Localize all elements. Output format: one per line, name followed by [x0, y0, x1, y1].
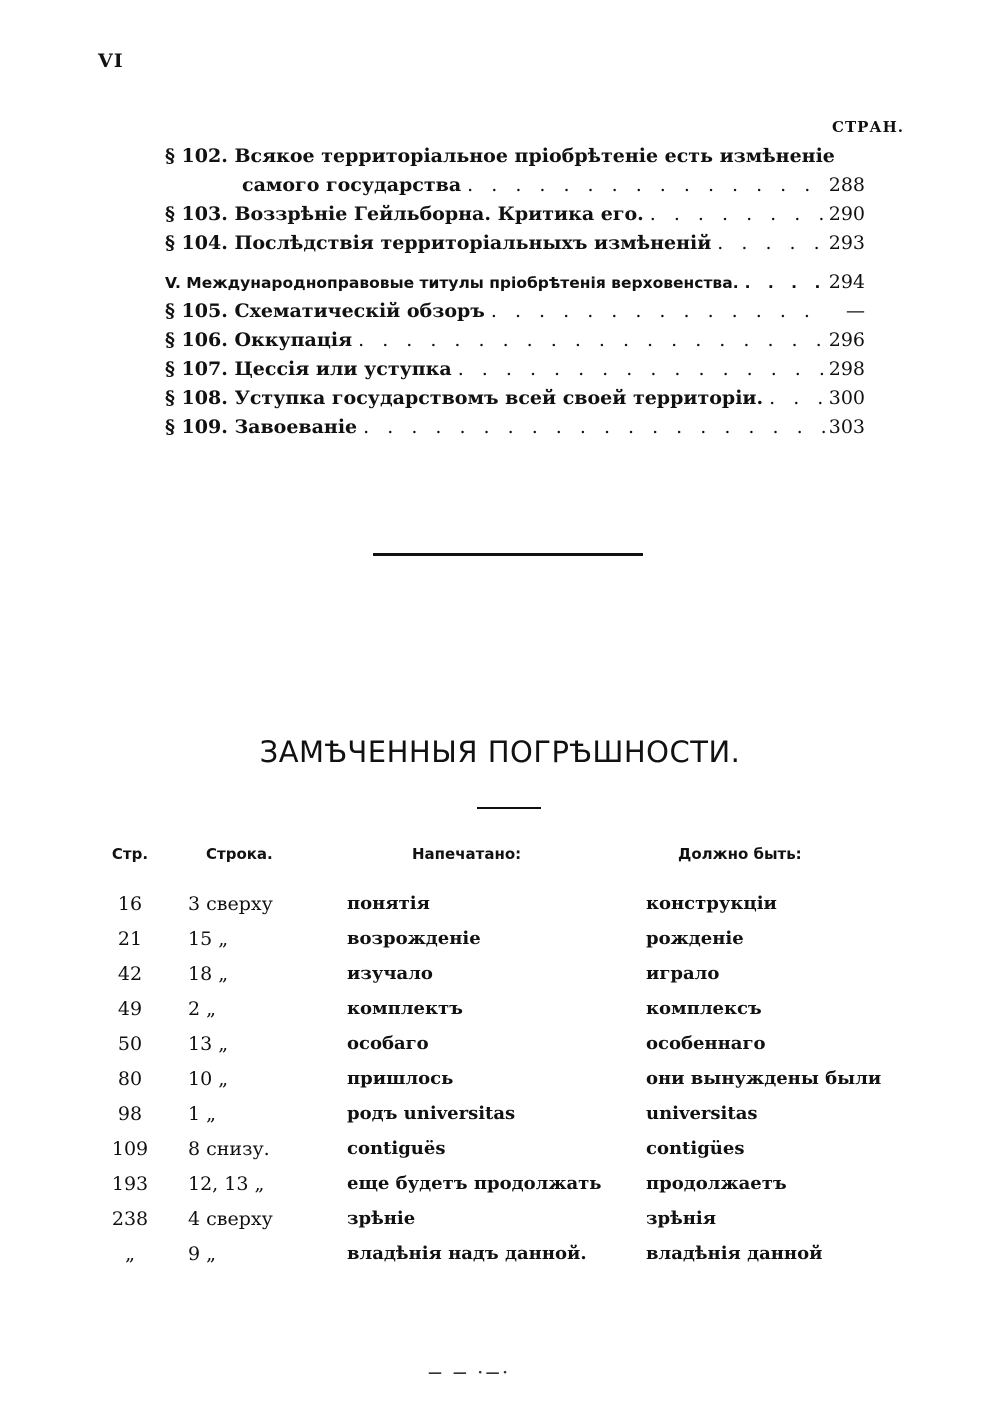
toc-entry-102-cont: [165, 174, 865, 203]
table-row: [0, 1208, 1000, 1243]
cell-printed: комплектъ: [347, 998, 463, 1019]
table-row: [0, 893, 1000, 928]
cell-should-be: они вынуждены были: [646, 1068, 882, 1089]
cell-line: 2 „: [188, 998, 216, 1020]
cell-should-be: играло: [646, 963, 720, 984]
table-row: [0, 1243, 1000, 1278]
cell-printed: пришлось: [347, 1068, 454, 1089]
table-of-contents: [165, 145, 865, 445]
cell-should-be: universitas: [646, 1103, 758, 1124]
dot-leader: [357, 416, 829, 438]
table-row: [0, 1068, 1000, 1103]
cell-printed: возрожденіе: [347, 928, 481, 949]
cell-printed: владѣнія надъ данной.: [347, 1243, 587, 1264]
cell-page: 49: [117, 998, 143, 1020]
cell-printed: понятія: [347, 893, 430, 914]
dot-leader: [763, 387, 829, 409]
section-divider: [373, 553, 643, 556]
toc-entry-title: § 106. Оккупація: [165, 329, 353, 351]
cell-line: 4 сверху: [188, 1208, 273, 1230]
footer-ornament: — — ·—·: [428, 1365, 511, 1381]
toc-entry-page: —: [846, 300, 865, 322]
toc-entry-103: [165, 203, 865, 232]
cell-page: 80: [117, 1068, 143, 1090]
dot-leader: [644, 203, 829, 225]
errata-header-row: [0, 845, 1000, 893]
toc-entry-title: § 108. Уступка государствомъ всей своей территоріи.: [165, 387, 764, 409]
dot-leader: [485, 300, 829, 322]
table-row: [0, 1103, 1000, 1138]
cell-line: 1 „: [188, 1103, 216, 1125]
cell-printed: изучало: [347, 963, 433, 984]
dot-leader: [739, 274, 829, 292]
cell-line: 12, 13 „: [188, 1173, 265, 1195]
toc-entry-title: § 104. Послѣдствія территоріальныхъ измѣненій: [165, 232, 712, 254]
toc-entry-109: [165, 416, 865, 445]
table-row: [0, 1138, 1000, 1173]
dot-leader: [711, 232, 828, 254]
header-page: Стр.: [111, 845, 149, 863]
cell-should-be: особеннаго: [646, 1033, 766, 1054]
cell-page: 193: [111, 1173, 149, 1195]
toc-section-page: 294: [828, 271, 865, 293]
cell-page: 109: [111, 1138, 149, 1160]
errata-rows: [0, 893, 1000, 1278]
toc-entry-title: § 105. Схематическій обзоръ: [165, 300, 485, 322]
header-printed: Напечатано:: [412, 845, 522, 863]
cell-should-be: рожденіе: [646, 928, 744, 949]
cell-should-be: продолжаетъ: [646, 1173, 787, 1194]
dot-leader: [461, 174, 829, 196]
cell-should-be: комплексъ: [646, 998, 762, 1019]
table-row: [0, 1033, 1000, 1068]
cell-line: 15 „: [188, 928, 229, 950]
header-line: Строка.: [206, 845, 273, 863]
cell-page: 238: [111, 1208, 149, 1230]
toc-section-v: [165, 271, 865, 300]
cell-should-be: конструкціи: [646, 893, 777, 914]
toc-entry-104: [165, 232, 865, 261]
page-column-label: СТРАН.: [832, 118, 904, 136]
dot-leader: [452, 358, 829, 380]
dot-leader: [352, 329, 829, 351]
cell-page: 16: [117, 893, 143, 915]
cell-printed: еще будетъ продолжать: [347, 1173, 602, 1194]
toc-entry-108: [165, 387, 865, 416]
cell-line: 8 снизу.: [188, 1138, 270, 1160]
toc-entry-page: 288: [828, 174, 865, 196]
toc-entry-105: [165, 300, 865, 329]
toc-entry-page: 293: [828, 232, 865, 254]
toc-entry-106: [165, 329, 865, 358]
title-underline: [477, 807, 541, 809]
cell-should-be: владѣнія данной: [646, 1243, 823, 1264]
table-row: [0, 963, 1000, 998]
toc-entry-title: § 102. Всякое территоріальное пріобрѣтеніе есть измѣненіе: [165, 145, 835, 167]
toc-entry-107: [165, 358, 865, 387]
table-row: [0, 928, 1000, 963]
cell-line: 13 „: [188, 1033, 229, 1055]
toc-entry-page: 298: [828, 358, 865, 380]
cell-printed: contiguës: [347, 1138, 446, 1159]
toc-entry-102: [165, 145, 865, 174]
toc-entry-title: самого государства: [242, 174, 462, 196]
cell-printed: зрѣніе: [347, 1208, 416, 1229]
toc-entry-page: 300: [828, 387, 865, 409]
cell-page: 42: [117, 963, 143, 985]
header-should-be: Должно быть:: [678, 845, 802, 863]
toc-entry-page: 296: [828, 329, 865, 351]
toc-section-title: V. Международноправовые титулы пріобрѣтенія верховенства.: [165, 274, 739, 292]
table-row: [0, 1173, 1000, 1208]
cell-page: „: [125, 1243, 135, 1265]
errata-title: ЗАМѢЧЕННЫЯ ПОГРѢШНОСТИ.: [259, 735, 741, 769]
cell-page: 50: [117, 1033, 143, 1055]
cell-line: 18 „: [188, 963, 229, 985]
cell-should-be: зрѣнія: [646, 1208, 717, 1229]
page-number: VI: [98, 50, 124, 72]
cell-printed: родъ universitas: [347, 1103, 516, 1124]
toc-entry-title: § 109. Завоеваніе: [165, 416, 358, 438]
cell-printed: особаго: [347, 1033, 429, 1054]
cell-line: 9 „: [188, 1243, 216, 1265]
errata-table: [0, 845, 1000, 1278]
cell-page: 21: [117, 928, 143, 950]
toc-entry-title: § 103. Воззрѣніе Гейльборна. Критика его.: [165, 203, 644, 225]
cell-line: 3 сверху: [188, 893, 273, 915]
cell-page: 98: [117, 1103, 143, 1125]
toc-entry-page: 290: [828, 203, 865, 225]
cell-line: 10 „: [188, 1068, 229, 1090]
table-row: [0, 998, 1000, 1033]
toc-entry-title: § 107. Цессія или уступка: [165, 358, 452, 380]
cell-should-be: contigües: [646, 1138, 745, 1159]
toc-entry-page: 303: [828, 416, 865, 438]
